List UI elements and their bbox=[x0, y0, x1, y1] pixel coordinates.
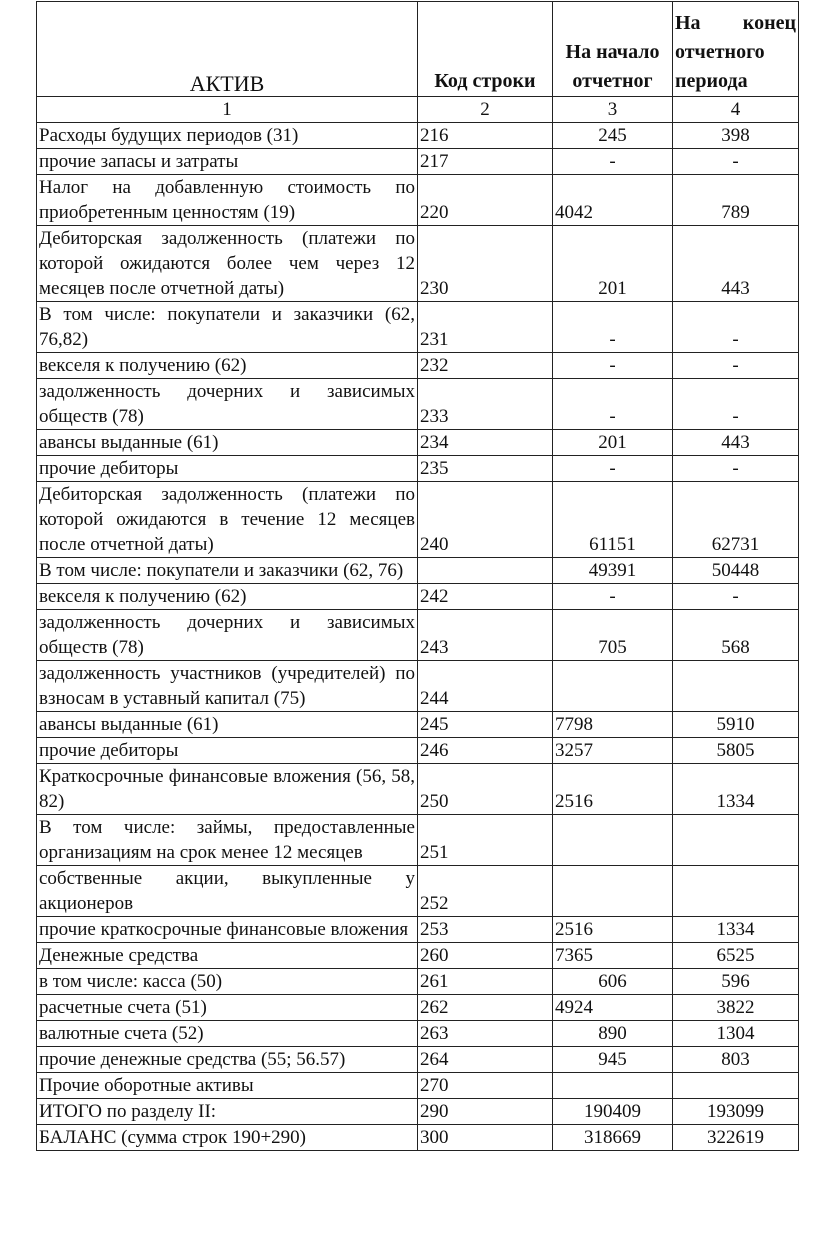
row-end-value: - bbox=[673, 149, 799, 175]
row-start-value: 190409 bbox=[553, 1099, 673, 1125]
table-row bbox=[37, 1099, 799, 1125]
balance-sheet-table bbox=[36, 1, 799, 1151]
column-number: 3 bbox=[553, 97, 673, 123]
row-name: расчетные счета (51) bbox=[37, 995, 418, 1021]
row-end-value: - bbox=[673, 353, 799, 379]
row-start-value: 2516 bbox=[553, 917, 673, 943]
table-row bbox=[37, 123, 799, 149]
row-code: 270 bbox=[418, 1073, 553, 1099]
row-code: 252 bbox=[418, 866, 553, 917]
row-name: прочие дебиторы bbox=[37, 456, 418, 482]
row-end-value: 789 bbox=[673, 175, 799, 226]
row-name: Расходы будущих периодов (31) bbox=[37, 123, 418, 149]
column-number: 2 bbox=[418, 97, 553, 123]
row-end-value: 443 bbox=[673, 226, 799, 302]
row-end-value: 3822 bbox=[673, 995, 799, 1021]
row-end-value: - bbox=[673, 379, 799, 430]
row-start-value: 3257 bbox=[553, 738, 673, 764]
row-code: 231 bbox=[418, 302, 553, 353]
row-start-value: 201 bbox=[553, 430, 673, 456]
row-start-value: 61151 bbox=[553, 482, 673, 558]
header-row bbox=[37, 2, 799, 97]
row-name: ИТОГО по разделу II: bbox=[37, 1099, 418, 1125]
row-name: векселя к получению (62) bbox=[37, 353, 418, 379]
row-end-value: 1334 bbox=[673, 917, 799, 943]
row-end-value: 193099 bbox=[673, 1099, 799, 1125]
row-start-value: 890 bbox=[553, 1021, 673, 1047]
row-start-value: - bbox=[553, 584, 673, 610]
row-start-value: 7365 bbox=[553, 943, 673, 969]
row-start-value: 4924 bbox=[553, 995, 673, 1021]
table-row bbox=[37, 302, 799, 353]
row-code: 232 bbox=[418, 353, 553, 379]
table-row bbox=[37, 866, 799, 917]
row-code: 262 bbox=[418, 995, 553, 1021]
row-end-value: 5910 bbox=[673, 712, 799, 738]
row-name: В том числе: покупатели и заказчики (62, 76,82) bbox=[37, 302, 418, 353]
table-row bbox=[37, 379, 799, 430]
row-end-value: 398 bbox=[673, 123, 799, 149]
table-row bbox=[37, 610, 799, 661]
row-code: 233 bbox=[418, 379, 553, 430]
row-end-value bbox=[673, 661, 799, 712]
row-end-value: 443 bbox=[673, 430, 799, 456]
column-number-row bbox=[37, 97, 799, 123]
row-end-value: 6525 bbox=[673, 943, 799, 969]
row-code: 261 bbox=[418, 969, 553, 995]
table-row bbox=[37, 149, 799, 175]
row-code: 253 bbox=[418, 917, 553, 943]
row-end-value: 568 bbox=[673, 610, 799, 661]
row-start-value: 945 bbox=[553, 1047, 673, 1073]
row-start-value bbox=[553, 866, 673, 917]
table-row bbox=[37, 558, 799, 584]
row-code: 230 bbox=[418, 226, 553, 302]
row-start-value: 318669 bbox=[553, 1125, 673, 1151]
row-end-value: 1304 bbox=[673, 1021, 799, 1047]
row-name: Налог на добавленную стоимость по приобретенным ценностям (19) bbox=[37, 175, 418, 226]
row-code bbox=[418, 558, 553, 584]
row-code: 243 bbox=[418, 610, 553, 661]
row-start-value: 2516 bbox=[553, 764, 673, 815]
table-row bbox=[37, 175, 799, 226]
row-start-value: - bbox=[553, 353, 673, 379]
row-code: 234 bbox=[418, 430, 553, 456]
row-start-value: - bbox=[553, 149, 673, 175]
row-code: 260 bbox=[418, 943, 553, 969]
row-end-value: 596 bbox=[673, 969, 799, 995]
row-name: прочие запасы и затраты bbox=[37, 149, 418, 175]
row-code: 251 bbox=[418, 815, 553, 866]
table-row bbox=[37, 456, 799, 482]
row-start-value bbox=[553, 661, 673, 712]
table-row bbox=[37, 764, 799, 815]
row-code: 244 bbox=[418, 661, 553, 712]
row-end-value: - bbox=[673, 302, 799, 353]
table-row bbox=[37, 1125, 799, 1151]
table-row bbox=[37, 995, 799, 1021]
row-name: векселя к получению (62) bbox=[37, 584, 418, 610]
row-end-value: 5805 bbox=[673, 738, 799, 764]
row-name: Денежные средства bbox=[37, 943, 418, 969]
row-start-value: 245 bbox=[553, 123, 673, 149]
column-number: 4 bbox=[673, 97, 799, 123]
table-row bbox=[37, 1021, 799, 1047]
table-row bbox=[37, 661, 799, 712]
row-name: Дебиторская задолженность (платежи по которой ожидаются в течение 12 месяцев после отчетной даты) bbox=[37, 482, 418, 558]
table-row bbox=[37, 353, 799, 379]
row-start-value: 201 bbox=[553, 226, 673, 302]
row-start-value bbox=[553, 1073, 673, 1099]
table-row bbox=[37, 482, 799, 558]
row-start-value: - bbox=[553, 379, 673, 430]
row-start-value: 606 bbox=[553, 969, 673, 995]
row-end-value bbox=[673, 866, 799, 917]
table-row bbox=[37, 815, 799, 866]
row-start-value bbox=[553, 815, 673, 866]
row-name: прочие денежные средства (55; 56.57) bbox=[37, 1047, 418, 1073]
row-name: задолженность участников (учредителей) по взносам в уставный капитал (75) bbox=[37, 661, 418, 712]
row-name: задолженность дочерних и зависимых обществ (78) bbox=[37, 379, 418, 430]
table-row bbox=[37, 712, 799, 738]
row-code: 242 bbox=[418, 584, 553, 610]
row-code: 240 bbox=[418, 482, 553, 558]
row-end-value: 50448 bbox=[673, 558, 799, 584]
table-row bbox=[37, 1073, 799, 1099]
row-start-value: - bbox=[553, 302, 673, 353]
row-start-value: 7798 bbox=[553, 712, 673, 738]
table-row bbox=[37, 226, 799, 302]
table-row bbox=[37, 584, 799, 610]
row-code: 245 bbox=[418, 712, 553, 738]
row-name: Краткосрочные финансовые вложения (56, 58, 82) bbox=[37, 764, 418, 815]
row-name: В том числе: покупатели и заказчики (62, 76) bbox=[37, 558, 418, 584]
row-name: собственные акции, выкупленные у акционеров bbox=[37, 866, 418, 917]
row-name: задолженность дочерних и зависимых обществ (78) bbox=[37, 610, 418, 661]
row-name: авансы выданные (61) bbox=[37, 712, 418, 738]
row-code: 250 bbox=[418, 764, 553, 815]
row-code: 290 bbox=[418, 1099, 553, 1125]
row-name: прочие краткосрочные финансовые вложения bbox=[37, 917, 418, 943]
row-code: 235 bbox=[418, 456, 553, 482]
row-code: 216 bbox=[418, 123, 553, 149]
row-end-value: - bbox=[673, 584, 799, 610]
row-start-value: - bbox=[553, 456, 673, 482]
row-code: 263 bbox=[418, 1021, 553, 1047]
header-asset: АКТИВ bbox=[37, 2, 418, 97]
row-name: БАЛАНС (сумма строк 190+290) bbox=[37, 1125, 418, 1151]
table-row bbox=[37, 430, 799, 456]
row-code: 220 bbox=[418, 175, 553, 226]
row-end-value: 803 bbox=[673, 1047, 799, 1073]
row-start-value: 4042 bbox=[553, 175, 673, 226]
row-start-value: 705 bbox=[553, 610, 673, 661]
header-period-start: На начало отчетног bbox=[553, 2, 673, 97]
column-number: 1 bbox=[37, 97, 418, 123]
row-end-value: 1334 bbox=[673, 764, 799, 815]
header-line-code: Код строки bbox=[418, 2, 553, 97]
table-row bbox=[37, 917, 799, 943]
row-code: 264 bbox=[418, 1047, 553, 1073]
header-period-end: На конец отчетного периода bbox=[673, 2, 799, 97]
row-end-value: 322619 bbox=[673, 1125, 799, 1151]
row-start-value: 49391 bbox=[553, 558, 673, 584]
row-name: валютные счета (52) bbox=[37, 1021, 418, 1047]
row-name: в том числе: касса (50) bbox=[37, 969, 418, 995]
row-name: прочие дебиторы bbox=[37, 738, 418, 764]
table-row bbox=[37, 1047, 799, 1073]
row-name: В том числе: займы, предоставленные организациям на срок менее 12 месяцев bbox=[37, 815, 418, 866]
row-code: 246 bbox=[418, 738, 553, 764]
table-row bbox=[37, 969, 799, 995]
row-end-value bbox=[673, 815, 799, 866]
row-name: Прочие оборотные активы bbox=[37, 1073, 418, 1099]
row-end-value bbox=[673, 1073, 799, 1099]
row-name: авансы выданные (61) bbox=[37, 430, 418, 456]
row-name: Дебиторская задолженность (платежи по которой ожидаются более чем через 12 месяцев после отчетной даты) bbox=[37, 226, 418, 302]
row-end-value: 62731 bbox=[673, 482, 799, 558]
table-row bbox=[37, 738, 799, 764]
row-code: 217 bbox=[418, 149, 553, 175]
row-code: 300 bbox=[418, 1125, 553, 1151]
row-end-value: - bbox=[673, 456, 799, 482]
table-row bbox=[37, 943, 799, 969]
